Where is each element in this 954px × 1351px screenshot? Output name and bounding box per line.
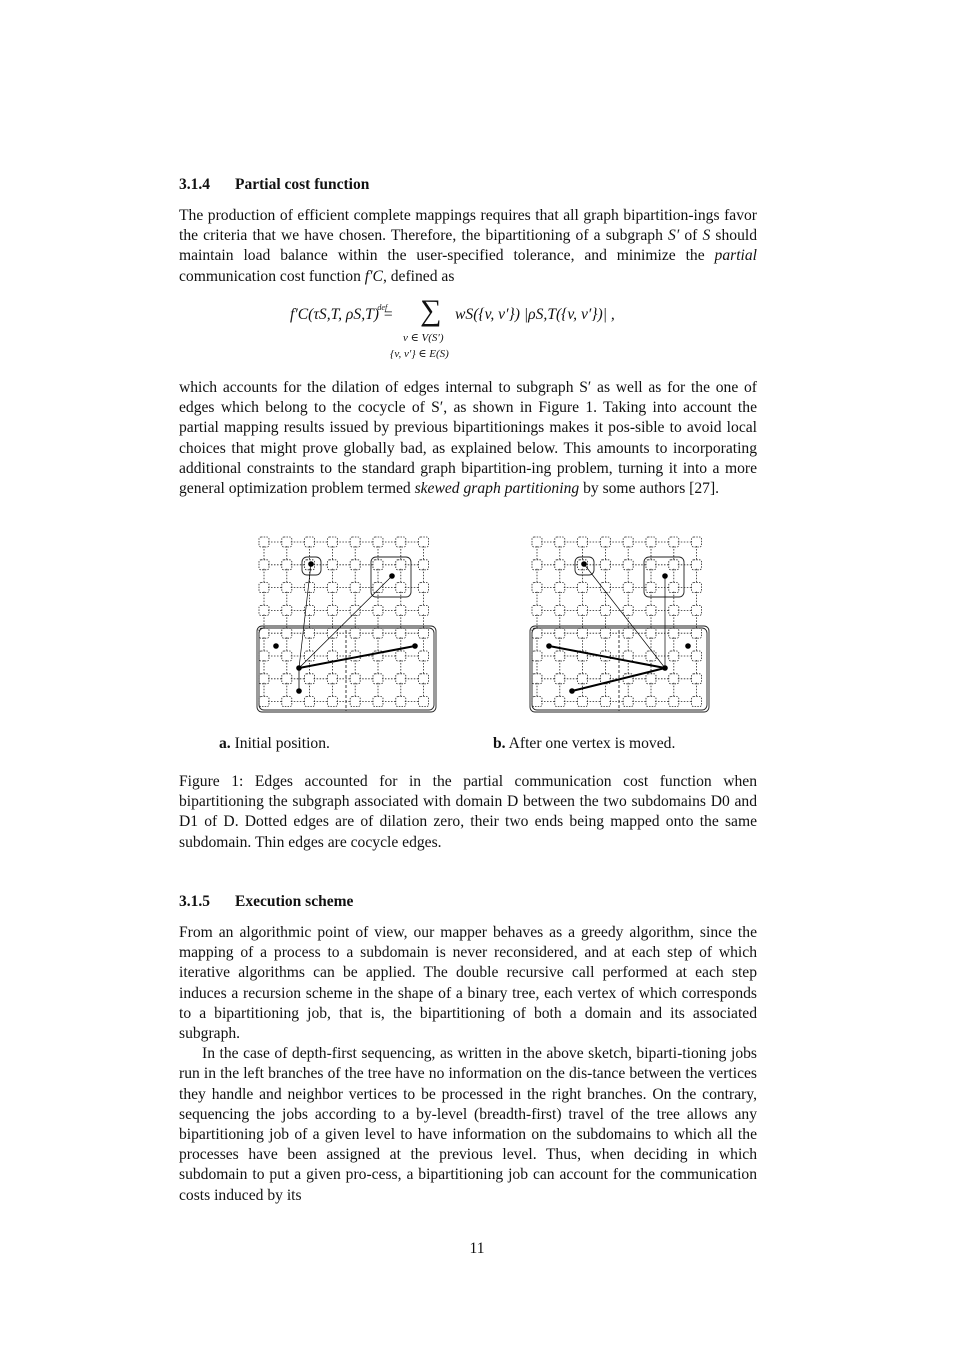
grid-vertex: [259, 697, 269, 707]
paragraph-3: [179, 923, 757, 1206]
grid-vertex: [692, 674, 702, 684]
grid-vertex: [259, 674, 269, 684]
paragraph-1: [179, 206, 757, 287]
grid-vertex: [555, 651, 565, 661]
grid-vertex: [692, 651, 702, 661]
grid-vertex: [555, 605, 565, 615]
vertex-dot: [662, 573, 668, 579]
grid-vertex: [396, 628, 406, 638]
cost-edge: [299, 646, 415, 668]
grid-vertex: [305, 537, 315, 547]
vertex-dot: [296, 688, 302, 694]
grid-vertex: [669, 697, 679, 707]
equation-subscript-2: {v, v′} ∈ E(S): [390, 348, 449, 360]
cost-edge: [572, 668, 665, 691]
section-heading-3-1-5: [179, 893, 353, 911]
grid-vertex: [282, 583, 292, 593]
grid-vertex: [646, 605, 656, 615]
grid-vertex: [419, 628, 429, 638]
subcaption-b-label: b.: [493, 735, 506, 752]
grid-vertex: [419, 605, 429, 615]
grid-vertex: [646, 697, 656, 707]
para2-italic: skewed graph partitioning: [414, 480, 580, 498]
grid-vertex: [327, 628, 337, 638]
grid-vertex: [350, 628, 360, 638]
grid-vertex: [692, 628, 702, 638]
para1-math-sprime: S′: [668, 227, 680, 245]
grid-vertex: [646, 583, 656, 593]
vertex-dot: [581, 561, 587, 567]
grid-vertex: [600, 537, 610, 547]
grid-vertex: [600, 697, 610, 707]
grid-vertex: [373, 537, 383, 547]
section-title: Partial cost function: [235, 176, 370, 193]
grid-vertex: [669, 674, 679, 684]
grid-vertex: [373, 560, 383, 570]
vertex-dot: [308, 561, 314, 567]
grid-vertex: [373, 583, 383, 593]
equation-def: def: [377, 303, 388, 312]
vertex-dot: [546, 643, 552, 649]
vertex-dot: [412, 643, 418, 649]
grid-vertex: [692, 560, 702, 570]
grid-vertex: [327, 674, 337, 684]
grid-vertex: [646, 560, 656, 570]
grid-vertex: [373, 674, 383, 684]
figure-caption: [179, 772, 757, 853]
grid-vertex: [282, 674, 292, 684]
grid-vertex: [419, 537, 429, 547]
grid-vertex: [555, 628, 565, 638]
figure-caption-text: Figure 1: Edges accounted for in the partial communication cost function when bipartitioning the subgraph associated with domain D between the two subdomains D0 and D1 of D. Dotted edges are of dilation zero, their two ends being mapped onto the same subdomain. Thin edges are cocycle edges.: [179, 773, 757, 851]
grid-vertex: [282, 537, 292, 547]
grid-vertex: [419, 651, 429, 661]
page-number: 11: [469, 1240, 485, 1257]
cost-equation: [290, 294, 710, 366]
grid-vertex: [305, 697, 315, 707]
grid-vertex: [669, 605, 679, 615]
grid-vertex: [305, 674, 315, 684]
subdomain-frame: [532, 628, 707, 710]
section-title: Execution scheme: [235, 893, 354, 910]
cost-edge: [584, 564, 665, 668]
grid-vertex: [578, 605, 588, 615]
grid-vertex: [623, 560, 633, 570]
equation-lhs: f′C(τS,T, ρS,T) =$^{def}$: [290, 303, 394, 323]
grid-vertex: [350, 674, 360, 684]
grid-vertex: [669, 537, 679, 547]
grid-vertex: [396, 605, 406, 615]
grid-vertex: [327, 560, 337, 570]
figure-a-graph: [255, 533, 440, 715]
subcaption-b: [493, 735, 675, 753]
grid-vertex: [555, 697, 565, 707]
grid-vertex: [282, 651, 292, 661]
grid-vertex: [327, 583, 337, 593]
grid-vertex: [373, 605, 383, 615]
grid-vertex: [555, 537, 565, 547]
grid-vertex: [532, 605, 542, 615]
grid-vertex: [692, 583, 702, 593]
grid-vertex: [350, 605, 360, 615]
grid-vertex: [532, 674, 542, 684]
grid-vertex: [350, 583, 360, 593]
grid-vertex: [555, 583, 565, 593]
grid-vertex: [282, 605, 292, 615]
subdomain-frame: [530, 626, 709, 712]
grid-vertex: [396, 697, 406, 707]
grid-vertex: [578, 674, 588, 684]
paragraph-2: [179, 378, 757, 499]
grid-vertex: [669, 560, 679, 570]
grid-vertex: [600, 605, 610, 615]
grid-vertex: [692, 605, 702, 615]
para3-text: From an algorithmic point of view, our mapper behaves as a greedy algorithm, since the mapping of a process to a subdomain is never reconsidered, and at each step of which iterative algorithms can be applied. The double recursive call performed at each step induces a recursion scheme in the shape of a binary tree, each vertex of which corresponds to a bipartitioning job, that is, the bipartitioning of both a domain and its associated subgraph.: [179, 924, 757, 1043]
grid-vertex: [396, 583, 406, 593]
para1-text-i: , defined as: [382, 267, 455, 285]
section-number: 3.1.4: [179, 176, 210, 193]
grid-vertex: [396, 674, 406, 684]
vertex-dot: [296, 665, 302, 671]
grid-vertex: [623, 697, 633, 707]
grid-vertex: [259, 651, 269, 661]
grid-vertex: [646, 651, 656, 661]
grid-vertex: [419, 560, 429, 570]
grid-vertex: [305, 628, 315, 638]
grid-vertex: [282, 697, 292, 707]
grid-vertex: [646, 537, 656, 547]
grid-vertex: [396, 560, 406, 570]
grid-vertex: [327, 605, 337, 615]
grid-vertex: [282, 560, 292, 570]
grid-vertex: [623, 605, 633, 615]
para1-text-e: should maintain load balance within the user-specified tolerance, and minimize the: [179, 227, 757, 265]
subcaption-b-text: After one vertex is moved.: [508, 735, 676, 752]
para1-text-a: The production of efficient complete mappings requires that all graph bipartition-ings favor the criteria that we have chosen. Therefore, the bipartitioning of a subgraph: [179, 207, 757, 245]
grid-vertex: [327, 651, 337, 661]
grid-vertex: [350, 537, 360, 547]
grid-vertex: [600, 560, 610, 570]
subcaption-a: [219, 735, 330, 753]
grid-vertex: [305, 651, 315, 661]
grid-vertex: [350, 560, 360, 570]
grid-vertex: [692, 537, 702, 547]
grid-vertex: [419, 674, 429, 684]
equation-subscript-1: v ∈ V(S′): [403, 332, 444, 344]
subcaption-a-label: a.: [219, 735, 231, 752]
para1-math-s: S: [702, 227, 711, 245]
grid-vertex: [669, 583, 679, 593]
grid-vertex: [623, 583, 633, 593]
grid-vertex: [373, 628, 383, 638]
equation-rhs: wS({v, v′}) |ρS,T({v, v′})| ,: [455, 306, 615, 323]
grid-vertex: [578, 537, 588, 547]
grid-vertex: [646, 628, 656, 638]
para4-text: In the case of depth-first sequencing, as written in the above sketch, biparti-tioning jobs run in the left branches of the tree have no information on the dis-tance between the vertices they handle and neighbor vertices to be processed in the right branches. On the contrary, sequencing the jobs according to a by-level (breadth-first) travel of the tree allows any bipartitioning job of a given level to have information on the subdomains to which all the processes have been assigned at the previous level. Thus, when deciding in which subdomain to put a given pro-cess, a bipartitioning job can account for the communication costs induced by its: [179, 1045, 757, 1204]
grid-vertex: [600, 628, 610, 638]
grid-vertex: [623, 537, 633, 547]
vertex-dot: [389, 573, 395, 579]
para1-math-fc: f′C: [364, 267, 383, 285]
grid-vertex: [669, 651, 679, 661]
grid-vertex: [373, 697, 383, 707]
grid-vertex: [578, 583, 588, 593]
para2-text: which accounts for the dilation of edges internal to subgraph S′ as well as for the one of edges which belong to the cocycle of S′, as shown in Figure 1. Taking into account the partial mapping results issued by previous bipartitionings makes it pos-sible to avoid local choices that might prove globally bad, as explained below. This amounts to incorporating additional constraints to the standard graph bipartition-ing problem, turning it into a more general optimization problem termed: [179, 379, 757, 498]
section-number: 3.1.5: [179, 893, 210, 910]
grid-vertex: [327, 537, 337, 547]
grid-vertex: [259, 537, 269, 547]
grid-vertex: [555, 560, 565, 570]
grid-vertex: [532, 697, 542, 707]
grid-vertex: [259, 605, 269, 615]
grid-vertex: [396, 651, 406, 661]
vertex-dot: [685, 643, 691, 649]
grid-vertex: [532, 560, 542, 570]
subdomain-frame: [259, 628, 434, 710]
para1-text-c: of: [679, 227, 703, 245]
grid-vertex: [555, 674, 565, 684]
para1-partial: partial: [714, 247, 757, 265]
grid-vertex: [692, 697, 702, 707]
grid-vertex: [532, 537, 542, 547]
grid-vertex: [350, 697, 360, 707]
grid-vertex: [623, 628, 633, 638]
grid-vertex: [578, 697, 588, 707]
summation-symbol: ∑: [420, 294, 442, 327]
grid-vertex: [305, 583, 315, 593]
grid-vertex: [282, 628, 292, 638]
cost-edge: [549, 646, 665, 668]
grid-vertex: [669, 628, 679, 638]
vertex-dot: [569, 688, 575, 694]
subdomain-frame: [257, 626, 436, 712]
grid-vertex: [396, 537, 406, 547]
vertex-dot: [662, 665, 668, 671]
grid-vertex: [259, 560, 269, 570]
para2-end: by some authors [27].: [579, 480, 720, 498]
grid-vertex: [532, 583, 542, 593]
grid-vertex: [259, 583, 269, 593]
grid-vertex: [646, 674, 656, 684]
section-heading-3-1-4: [179, 176, 369, 194]
grid-vertex: [532, 651, 542, 661]
subcaption-a-text: Initial position.: [234, 735, 330, 752]
grid-vertex: [327, 697, 337, 707]
figure-b-graph: [528, 533, 713, 715]
grid-vertex: [419, 583, 429, 593]
para1-text-g: communication cost function: [179, 267, 365, 285]
vertex-dot: [273, 643, 279, 649]
grid-vertex: [419, 697, 429, 707]
grid-vertex: [578, 628, 588, 638]
equation-equals: =: [382, 306, 394, 323]
cost-edge: [299, 576, 392, 668]
